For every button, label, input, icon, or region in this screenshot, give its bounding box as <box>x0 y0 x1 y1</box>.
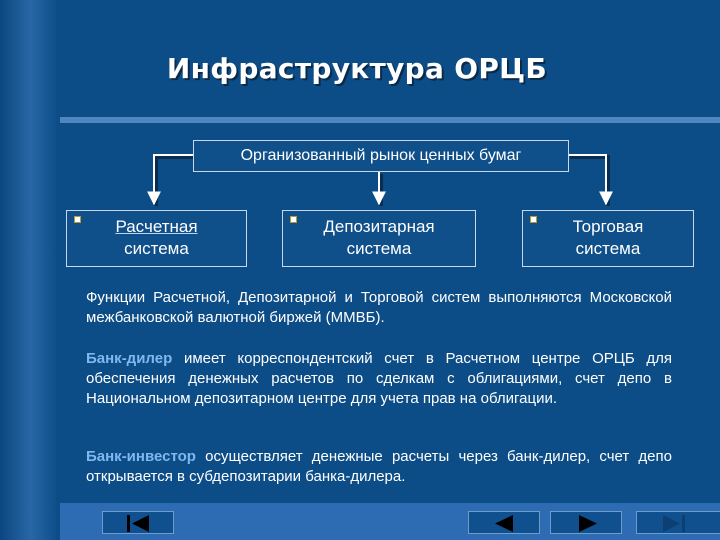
organized-market-box: Организованный рынок ценных бумаг <box>193 140 569 172</box>
box-label-line2: система <box>124 239 189 258</box>
paragraph-functions: Функции Расчетной, Депозитарной и Торговой систем выполняются Московской межбанковской валютной биржей (ММВБ). <box>86 289 672 326</box>
bullet-icon <box>74 216 81 223</box>
settlement-system-box <box>66 210 247 267</box>
previous-slide-button[interactable] <box>468 511 540 534</box>
slide-title: Инфраструктура ОРЦБ <box>166 52 548 85</box>
box-label-line1: Расчетная <box>115 217 198 236</box>
box-label-line2: система <box>346 239 412 258</box>
depository-system-box <box>282 210 476 267</box>
paragraph-text: осуществляет денежные расчеты через банк-дилер, счет депо открывается в субдепозитарии банка-дилера. <box>86 448 672 485</box>
last-icon <box>637 512 720 535</box>
bullet-icon <box>530 216 537 223</box>
next-slide-button[interactable] <box>550 511 622 534</box>
box-label-line1: Торговая <box>572 217 644 236</box>
paragraph-bank-investor <box>86 447 672 487</box>
box-label-line2: система <box>575 239 641 258</box>
bullet-icon <box>290 216 297 223</box>
paragraph-bank-dealer <box>86 349 672 409</box>
next-icon <box>551 512 623 535</box>
last-slide-button[interactable] <box>636 511 720 534</box>
paragraph-text: имеет корреспондентский счет в Расчетном центре ОРЦБ для обеспечения денежных расчетов по сделкам с облигациями, счет депо в Национальном депозитарном центре для учета прав на облигации. <box>86 350 672 407</box>
trading-system-box <box>522 210 694 267</box>
box-label-line1: Депозитарная <box>323 217 435 236</box>
connector-left <box>154 155 193 204</box>
term-bank-dealer: Банк-дилер <box>86 350 173 367</box>
connector-right <box>569 155 606 204</box>
first-icon <box>103 512 175 535</box>
previous-icon <box>469 512 541 535</box>
first-slide-button[interactable] <box>102 511 174 534</box>
term-bank-investor: Банк-инвестор <box>86 448 196 465</box>
